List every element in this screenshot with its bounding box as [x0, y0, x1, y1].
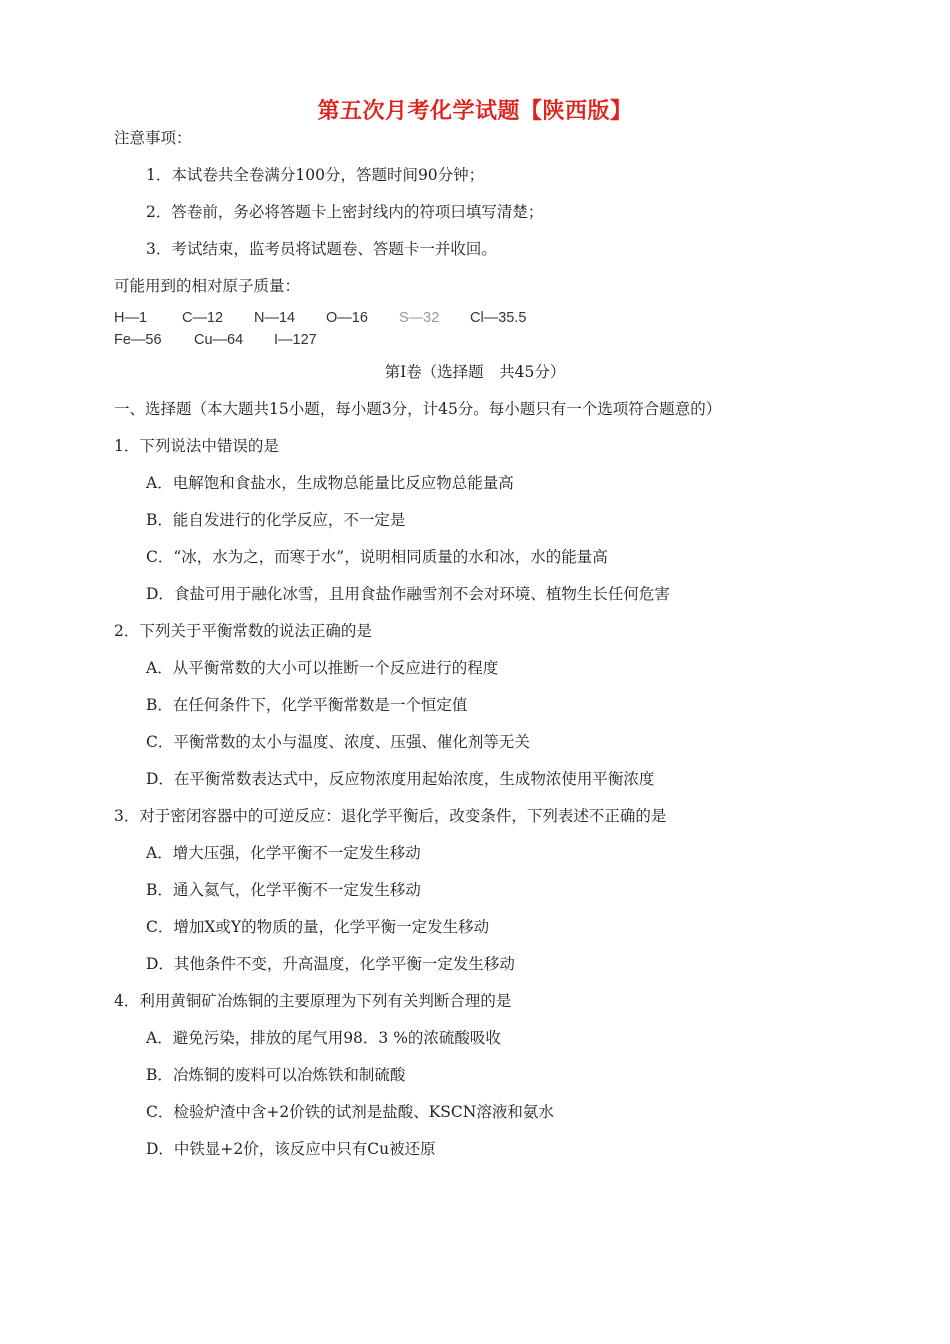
question-option: D．在平衡常数表达式中，反应物浓度用起始浓度，生成物浓使用平衡浓度 [146, 770, 655, 788]
question-stem: 4．利用黄铜矿冶炼铜的主要原理为下列有关判断合理的是 [114, 992, 512, 1010]
notice-heading: 注意事项： [114, 129, 192, 147]
question-option: A．电解饱和食盐水，生成物总能量比反应物总能量高 [146, 474, 514, 492]
question-stem: 1．下列说法中错误的是 [114, 437, 279, 455]
question-option: C．“冰，水为之，而寒于水”，说明相同质量的水和冰，水的能量高 [146, 548, 608, 566]
question-option: A．增大压强，化学平衡不一定发生移动 [146, 844, 421, 862]
question-stem: 2．下列关于平衡常数的说法正确的是 [114, 622, 372, 640]
notice-item: 1．本试卷共全卷满分100分，答题时间90分钟； [146, 166, 485, 184]
question-option: A．从平衡常数的大小可以推断一个反应进行的程度 [146, 659, 499, 677]
atomic-mass-item: Cu—64 [194, 332, 244, 348]
masses-heading: 可能用到的相对原子质量： [114, 277, 301, 295]
question-option: D．中铁显+2价，该反应中只有Cu被还原 [146, 1140, 436, 1158]
question-option: D．其他条件不变，升高温度，化学平衡一定发生移动 [146, 955, 515, 973]
section-instruction: 一、选择题（本大题共15小题，每小题3分，计45分。每小题只有一个选项符合题意的） [114, 400, 722, 418]
notice-item: 3．考试结束，监考员将试题卷、答题卡一并收回。 [146, 240, 497, 258]
atomic-mass-item: S—32 [399, 310, 440, 326]
atomic-mass-item: I—127 [274, 332, 317, 348]
question-option: C．平衡常数的太小与温度、浓度、压强、催化剂等无关 [146, 733, 530, 751]
question-option: C．检验炉渣中含+2价铁的试剂是盐酸、KSCN溶液和氨水 [146, 1103, 554, 1121]
question-option: B．能自发进行的化学反应，不一定是 [146, 511, 406, 529]
question-stem: 3．对于密闭容器中的可逆反应：退化学平衡后，改变条件，下列表述不正确的是 [114, 807, 667, 825]
question-option: B．通入氦气，化学平衡不一定发生移动 [146, 881, 421, 899]
atomic-mass-item: N—14 [254, 310, 296, 326]
question-option: A．避免污染，排放的尾气用98．3 %的浓硫酸吸收 [146, 1029, 501, 1047]
atomic-mass-item: O—16 [326, 310, 368, 326]
notice-item: 2．答卷前，务必将答题卡上密封线内的符项曰填写清楚； [146, 203, 544, 221]
question-option: C．增加X或Y的物质的量，化学平衡一定发生移动 [146, 918, 490, 936]
atomic-mass-item: Fe—56 [114, 332, 162, 348]
section-heading: 第Ⅰ卷（选择题 共45分） [384, 363, 566, 381]
atomic-mass-item: Cl—35.5 [470, 310, 527, 326]
atomic-mass-item: H—1 [114, 310, 148, 326]
question-option: B．在任何条件下，化学平衡常数是一个恒定值 [146, 696, 468, 714]
atomic-mass-item: C—12 [182, 310, 224, 326]
question-option: B．冶炼铜的废料可以冶炼铁和制硫酸 [146, 1066, 406, 1084]
page-title: 第五次月考化学试题【陕西版】 [317, 98, 633, 124]
question-option: D．食盐可用于融化冰雪，且用食盐作融雪剂不会对环境、植物生长任何危害 [146, 585, 670, 603]
